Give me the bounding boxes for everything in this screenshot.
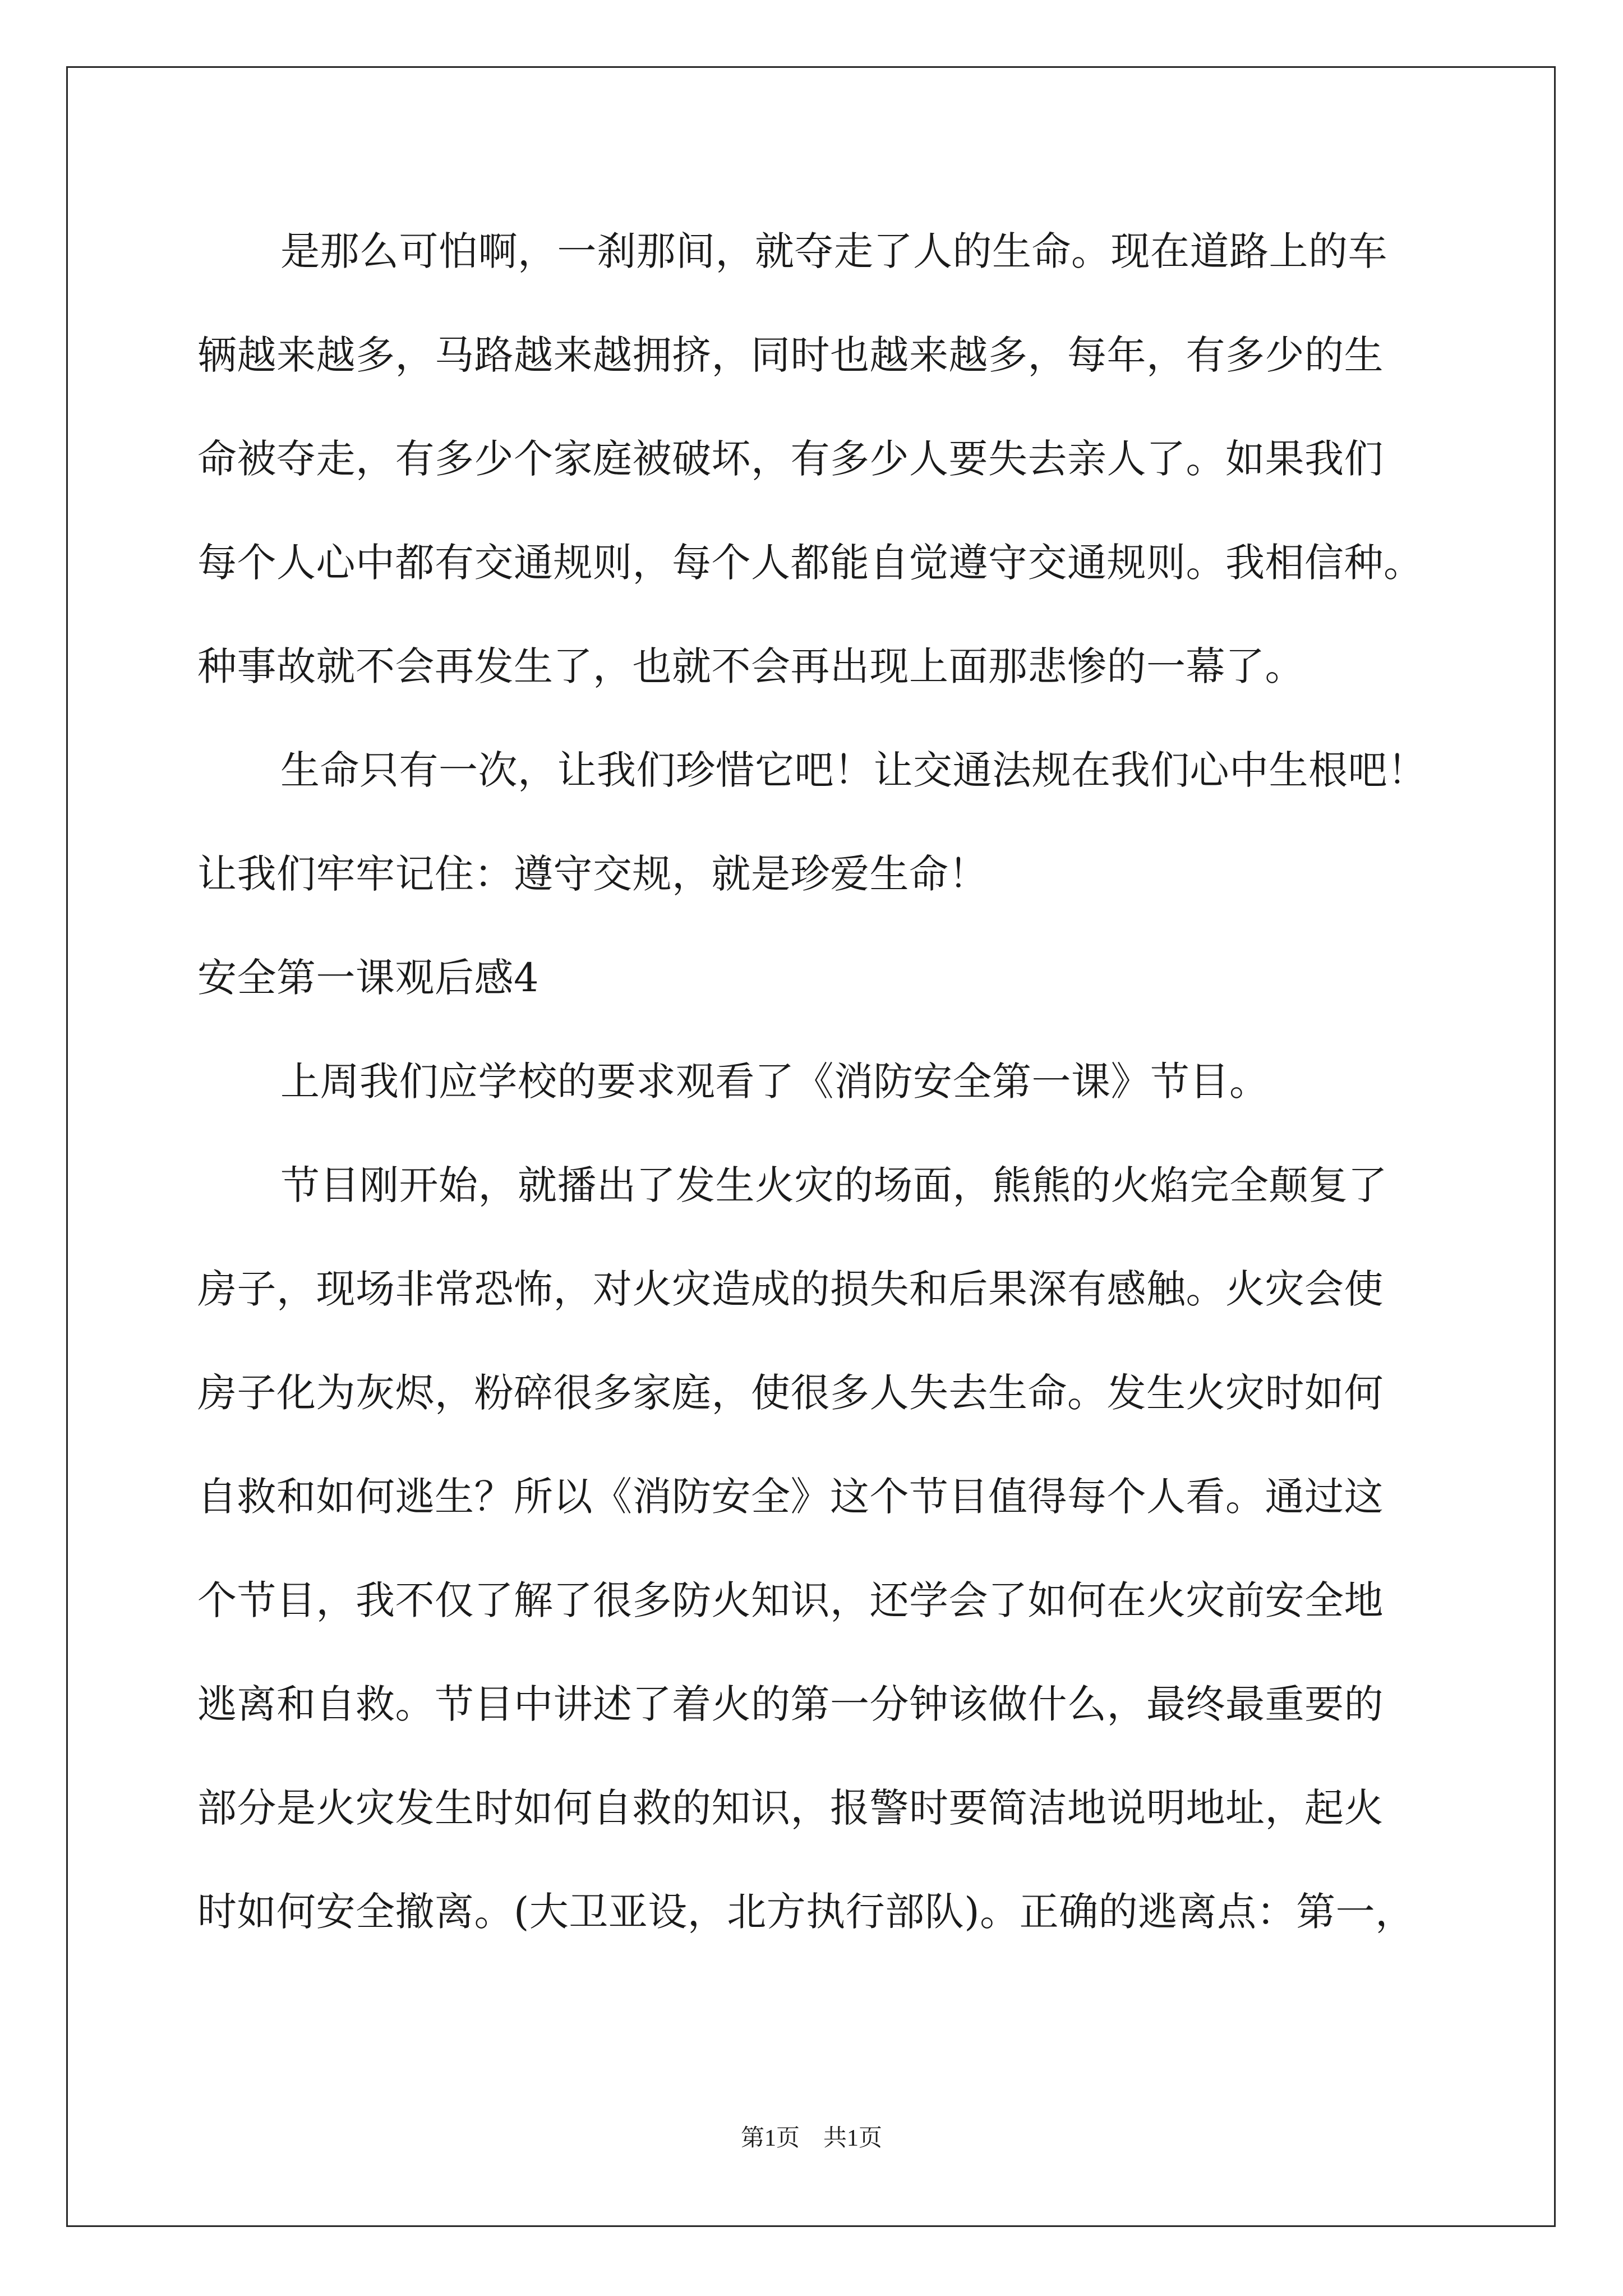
text-line: 自救和如何逃生？所以《消防安全》这个节目值得每个人看。通过这 xyxy=(197,1474,1384,1520)
text-line: 种事故就不会再发生了，也就不会再出现上面那悲惨的一幕了。 xyxy=(197,643,1304,689)
text-line: 时如何安全撤离。(大卫亚设，北方执行部队)。正确的逃离点：第一， xyxy=(197,1889,1415,1935)
document-body xyxy=(197,220,1426,1984)
text-line: 部分是火灾发生时如何自救的知识，报警时要简洁地说明地址，起火 xyxy=(197,1785,1384,1831)
text-line: 每个人心中都有交通规则，每个人都能自觉遵守交通规则。我相信种。 xyxy=(197,540,1423,586)
text-line: 让我们牢牢记住：遵守交规，就是珍爱生命！ xyxy=(197,851,988,897)
text-line: 辆越来越多，马路越来越拥挤，同时也越来越多，每年，有多少的生 xyxy=(197,332,1384,378)
text-line: 房子化为灰烬，粉碎很多家庭，使很多人失去生命。发生火灾时如何 xyxy=(197,1370,1384,1416)
text-line: 生命只有一次，让我们珍惜它吧！让交通法规在我们心中生根吧！ xyxy=(280,747,1427,793)
text-line: 个节目，我不仅了解了很多防火知识，还学会了如何在火灾前安全地 xyxy=(197,1577,1384,1623)
text-line: 命被夺走，有多少个家庭被破坏，有多少人要失去亲人了。如果我们 xyxy=(197,436,1384,482)
section-heading: 安全第一课观后感4 xyxy=(197,955,540,1001)
text-line: 是那么可怕啊，一刹那间，就夺走了人的生命。现在道路上的车 xyxy=(280,228,1387,274)
text-line: 节目刚开始，就播出了发生火灾的场面，熊熊的火焰完全颠复了 xyxy=(280,1162,1387,1208)
text-line: 上周我们应学校的要求观看了《消防安全第一课》节目。 xyxy=(280,1059,1269,1105)
text-line: 逃离和自救。节目中讲述了着火的第一分钟该做什么，最终最重要的 xyxy=(197,1681,1384,1727)
text-line: 房子，现场非常恐怖，对火灾造成的损失和后果深有感触。火灾会使 xyxy=(197,1266,1384,1312)
page-footer: 第1页 共1页 xyxy=(740,2125,882,2151)
